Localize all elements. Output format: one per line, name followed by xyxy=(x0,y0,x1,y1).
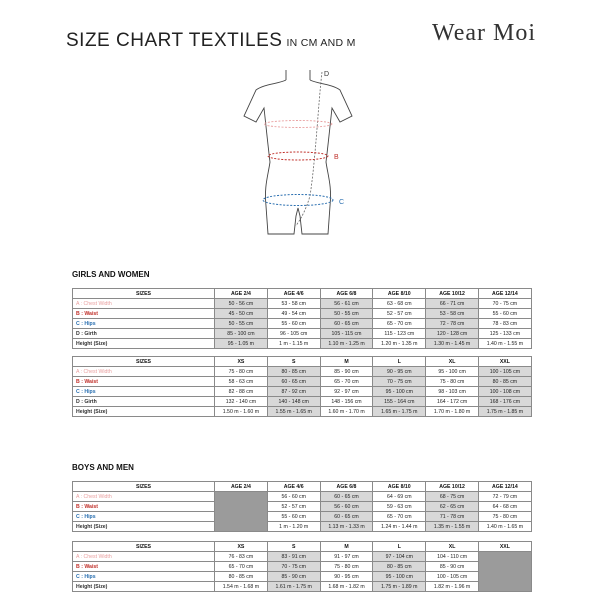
table-header-row xyxy=(73,542,532,552)
table-cell: 1 m - 1.15 m xyxy=(267,339,320,349)
table-cell: 104 - 110 cm xyxy=(426,552,479,562)
table-cell: 1.70 m - 1.80 m xyxy=(426,407,479,417)
table-row xyxy=(73,522,532,532)
row-label: C : Hips xyxy=(73,387,215,397)
table-cell: 115 - 123 cm xyxy=(373,329,426,339)
column-header: AGE 2/4 xyxy=(215,289,268,299)
table-cell: 97 - 104 cm xyxy=(373,552,426,562)
table-cell: 55 - 60 cm xyxy=(478,309,531,319)
table-cell: 45 - 50 cm xyxy=(215,309,268,319)
table-cell: 91 - 97 cm xyxy=(320,552,373,562)
chest-line-a xyxy=(264,121,332,128)
figure-neck xyxy=(286,70,310,80)
brand-logo: Wear Moi xyxy=(432,20,537,46)
table-cell: 65 - 70 cm xyxy=(373,319,426,329)
table-cell: 1.50 m - 1.60 m xyxy=(215,407,268,417)
table-row xyxy=(73,572,532,582)
table-cell: 100 - 105 cm xyxy=(426,572,479,582)
table-cell: 50 - 55 cm xyxy=(320,309,373,319)
column-header: AGE 12/14 xyxy=(478,482,531,492)
table-cell: 52 - 57 cm xyxy=(267,502,320,512)
body-measurement-figure xyxy=(238,66,358,246)
boys-size-table xyxy=(72,541,532,592)
table-cell: 58 - 63 cm xyxy=(215,377,268,387)
column-header: XL xyxy=(426,357,479,367)
table-cell: 1.40 m - 1.65 m xyxy=(478,522,531,532)
column-header: XXL xyxy=(478,357,531,367)
table-corner-label: SIZES xyxy=(73,482,215,492)
table-cell: 92 - 97 cm xyxy=(320,387,373,397)
table-cell: 83 - 91 cm xyxy=(267,552,320,562)
table-cell: 59 - 63 cm xyxy=(373,502,426,512)
column-header: L xyxy=(373,542,426,552)
label-c: C xyxy=(339,199,345,206)
column-header: AGE 10/12 xyxy=(426,289,479,299)
table-cell: 1.65 m - 1.75 m xyxy=(373,407,426,417)
row-label: Height (Size) xyxy=(73,339,215,349)
table-cell: 85 - 90 cm xyxy=(320,367,373,377)
table-cell: 95 - 1.05 m xyxy=(215,339,268,349)
column-header: AGE 8/10 xyxy=(373,289,426,299)
page-title xyxy=(66,30,356,52)
table-cell: 68 - 75 cm xyxy=(426,492,479,502)
table-row xyxy=(73,502,532,512)
column-header: AGE 8/10 xyxy=(373,482,426,492)
table-cell: 75 - 80 cm xyxy=(215,367,268,377)
row-label: Height (Size) xyxy=(73,582,215,592)
row-label: D : Girth xyxy=(73,329,215,339)
table-cell: 85 - 100 cm xyxy=(215,329,268,339)
table-cell: 1.13 m - 1.33 m xyxy=(320,522,373,532)
table-cell: 1.61 m - 1.75 m xyxy=(267,582,320,592)
table-cell: 49 - 54 cm xyxy=(267,309,320,319)
table-cell: 63 - 68 cm xyxy=(373,299,426,309)
table-cell: 52 - 57 cm xyxy=(373,309,426,319)
row-label: C : Hips xyxy=(73,512,215,522)
table-corner-label: SIZES xyxy=(73,357,215,367)
title-text: SIZE CHART TEXTILES xyxy=(66,30,283,51)
table-row xyxy=(73,319,532,329)
table-row xyxy=(73,329,532,339)
table-cell: 1 m - 1.20 m xyxy=(267,522,320,532)
table-cell: 70 - 75 cm xyxy=(478,299,531,309)
label-d: D xyxy=(324,71,330,78)
table-cell: 76 - 83 cm xyxy=(215,552,268,562)
column-header: AGE 2/4 xyxy=(215,482,268,492)
table-row xyxy=(73,339,532,349)
table-cell: 71 - 78 cm xyxy=(426,512,479,522)
table-cell: 85 - 90 cm xyxy=(267,572,320,582)
column-header: L xyxy=(373,357,426,367)
table-cell: 72 - 78 cm xyxy=(426,319,479,329)
table-cell: 1.68 m - 1.82 m xyxy=(320,582,373,592)
table-cell: 120 - 128 cm xyxy=(426,329,479,339)
column-header: AGE 6/8 xyxy=(320,289,373,299)
section-girls-women: GIRLS AND WOMEN xyxy=(72,270,150,279)
table-corner-label: SIZES xyxy=(73,289,215,299)
girth-line-d xyxy=(296,72,322,226)
table-row xyxy=(73,299,532,309)
table-cell: 100 - 108 cm xyxy=(478,387,531,397)
table-cell: 64 - 68 cm xyxy=(478,502,531,512)
column-header: AGE 10/12 xyxy=(426,482,479,492)
table-cell: 78 - 83 cm xyxy=(478,319,531,329)
table-cell: 55 - 60 cm xyxy=(267,512,320,522)
table-cell: 53 - 58 cm xyxy=(426,309,479,319)
row-label: Height (Size) xyxy=(73,407,215,417)
table-cell: 56 - 60 cm xyxy=(320,502,373,512)
table-cell xyxy=(478,552,531,592)
table-row xyxy=(73,367,532,377)
table-row xyxy=(73,512,532,522)
table-cell: 80 - 85 cm xyxy=(215,572,268,582)
table-cell: 80 - 85 cm xyxy=(478,377,531,387)
table-row xyxy=(73,562,532,572)
table-cell: 60 - 65 cm xyxy=(267,377,320,387)
table-cell xyxy=(215,492,268,532)
table-cell: 60 - 65 cm xyxy=(320,512,373,522)
row-label: B : Waist xyxy=(73,562,215,572)
table-cell: 95 - 100 cm xyxy=(426,367,479,377)
table-cell: 105 - 115 cm xyxy=(320,329,373,339)
table-row xyxy=(73,377,532,387)
row-label: A : Chest Width xyxy=(73,492,215,502)
table-header-row xyxy=(73,357,532,367)
section-boys-men: BOYS AND MEN xyxy=(72,463,134,472)
table-row xyxy=(73,492,532,502)
table-cell: 100 - 105 cm xyxy=(478,367,531,377)
girls-size-table xyxy=(72,356,532,417)
table-cell: 1.24 m - 1.44 m xyxy=(373,522,426,532)
row-label: A : Chest Width xyxy=(73,299,215,309)
title-units: IN CM AND M xyxy=(286,37,356,49)
table-cell: 56 - 60 cm xyxy=(267,492,320,502)
column-header: XS xyxy=(215,542,268,552)
table-cell: 60 - 65 cm xyxy=(320,319,373,329)
table-row xyxy=(73,582,532,592)
table-cell: 75 - 80 cm xyxy=(426,377,479,387)
table-cell: 1.54 m - 1.68 m xyxy=(215,582,268,592)
table-cell: 75 - 80 cm xyxy=(320,562,373,572)
row-label: C : Hips xyxy=(73,572,215,582)
hips-line-c xyxy=(263,195,333,206)
table-cell: 1.55 m - 1.65 m xyxy=(267,407,320,417)
table-cell: 66 - 71 cm xyxy=(426,299,479,309)
table-cell: 90 - 95 cm xyxy=(320,572,373,582)
girls-age-table xyxy=(72,288,532,349)
row-label: A : Chest Width xyxy=(73,552,215,562)
table-cell: 1.60 m - 1.70 m xyxy=(320,407,373,417)
table-cell: 1.10 m - 1.25 m xyxy=(320,339,373,349)
table-cell: 1.75 m - 1.85 m xyxy=(478,407,531,417)
table-cell: 65 - 70 cm xyxy=(215,562,268,572)
table-cell: 82 - 88 cm xyxy=(215,387,268,397)
table-cell: 96 - 105 cm xyxy=(267,329,320,339)
table-cell: 70 - 75 cm xyxy=(267,562,320,572)
table-cell: 50 - 56 cm xyxy=(215,299,268,309)
waist-line-b xyxy=(268,152,328,160)
column-header: AGE 12/14 xyxy=(478,289,531,299)
table-cell: 50 - 55 cm xyxy=(215,319,268,329)
row-label: D : Girth xyxy=(73,397,215,407)
table-cell: 70 - 75 cm xyxy=(373,377,426,387)
table-cell: 1.20 m - 1.35 m xyxy=(373,339,426,349)
table-cell: 125 - 133 cm xyxy=(478,329,531,339)
column-header: S xyxy=(267,542,320,552)
table-cell: 64 - 69 cm xyxy=(373,492,426,502)
table-header-row xyxy=(73,289,532,299)
row-label: C : Hips xyxy=(73,319,215,329)
column-header: M xyxy=(320,357,373,367)
column-header: AGE 6/8 xyxy=(320,482,373,492)
table-cell: 168 - 176 cm xyxy=(478,397,531,407)
table-row xyxy=(73,552,532,562)
table-row xyxy=(73,309,532,319)
table-cell: 85 - 90 cm xyxy=(426,562,479,572)
table-cell: 148 - 156 cm xyxy=(320,397,373,407)
table-cell: 1.35 m - 1.55 m xyxy=(426,522,479,532)
table-cell: 56 - 61 cm xyxy=(320,299,373,309)
table-cell: 1.82 m - 1.96 m xyxy=(426,582,479,592)
column-header: S xyxy=(267,357,320,367)
label-b: B xyxy=(334,154,339,161)
column-header: AGE 4/6 xyxy=(267,289,320,299)
row-label: Height (Size) xyxy=(73,522,215,532)
column-header: AGE 4/6 xyxy=(267,482,320,492)
table-cell: 140 - 148 cm xyxy=(267,397,320,407)
column-header: XS xyxy=(215,357,268,367)
table-cell: 1.30 m - 1.45 m xyxy=(426,339,479,349)
table-cell: 55 - 60 cm xyxy=(267,319,320,329)
table-cell: 95 - 100 cm xyxy=(373,572,426,582)
column-header: M xyxy=(320,542,373,552)
table-cell: 80 - 85 cm xyxy=(267,367,320,377)
table-row xyxy=(73,407,532,417)
table-cell: 62 - 65 cm xyxy=(426,502,479,512)
table-cell: 95 - 100 cm xyxy=(373,387,426,397)
row-label: B : Waist xyxy=(73,502,215,512)
table-cell: 75 - 80 cm xyxy=(478,512,531,522)
table-corner-label: SIZES xyxy=(73,542,215,552)
table-cell: 90 - 95 cm xyxy=(373,367,426,377)
table-row xyxy=(73,397,532,407)
row-label: A : Chest Width xyxy=(73,367,215,377)
table-row xyxy=(73,387,532,397)
column-header: XL xyxy=(426,542,479,552)
row-label: B : Waist xyxy=(73,377,215,387)
table-cell: 164 - 172 cm xyxy=(426,397,479,407)
column-header: XXL xyxy=(478,542,531,552)
table-cell: 98 - 103 cm xyxy=(426,387,479,397)
table-cell: 65 - 70 cm xyxy=(373,512,426,522)
table-cell: 72 - 79 cm xyxy=(478,492,531,502)
table-cell: 80 - 85 cm xyxy=(373,562,426,572)
table-cell: 53 - 58 cm xyxy=(267,299,320,309)
table-cell: 87 - 92 cm xyxy=(267,387,320,397)
table-cell: 60 - 65 cm xyxy=(320,492,373,502)
row-label: B : Waist xyxy=(73,309,215,319)
table-cell: 132 - 140 cm xyxy=(215,397,268,407)
table-cell: 155 - 164 cm xyxy=(373,397,426,407)
boys-age-table xyxy=(72,481,532,532)
table-header-row xyxy=(73,482,532,492)
table-cell: 1.75 m - 1.89 m xyxy=(373,582,426,592)
table-cell: 1.40 m - 1.55 m xyxy=(478,339,531,349)
table-cell: 65 - 70 cm xyxy=(320,377,373,387)
